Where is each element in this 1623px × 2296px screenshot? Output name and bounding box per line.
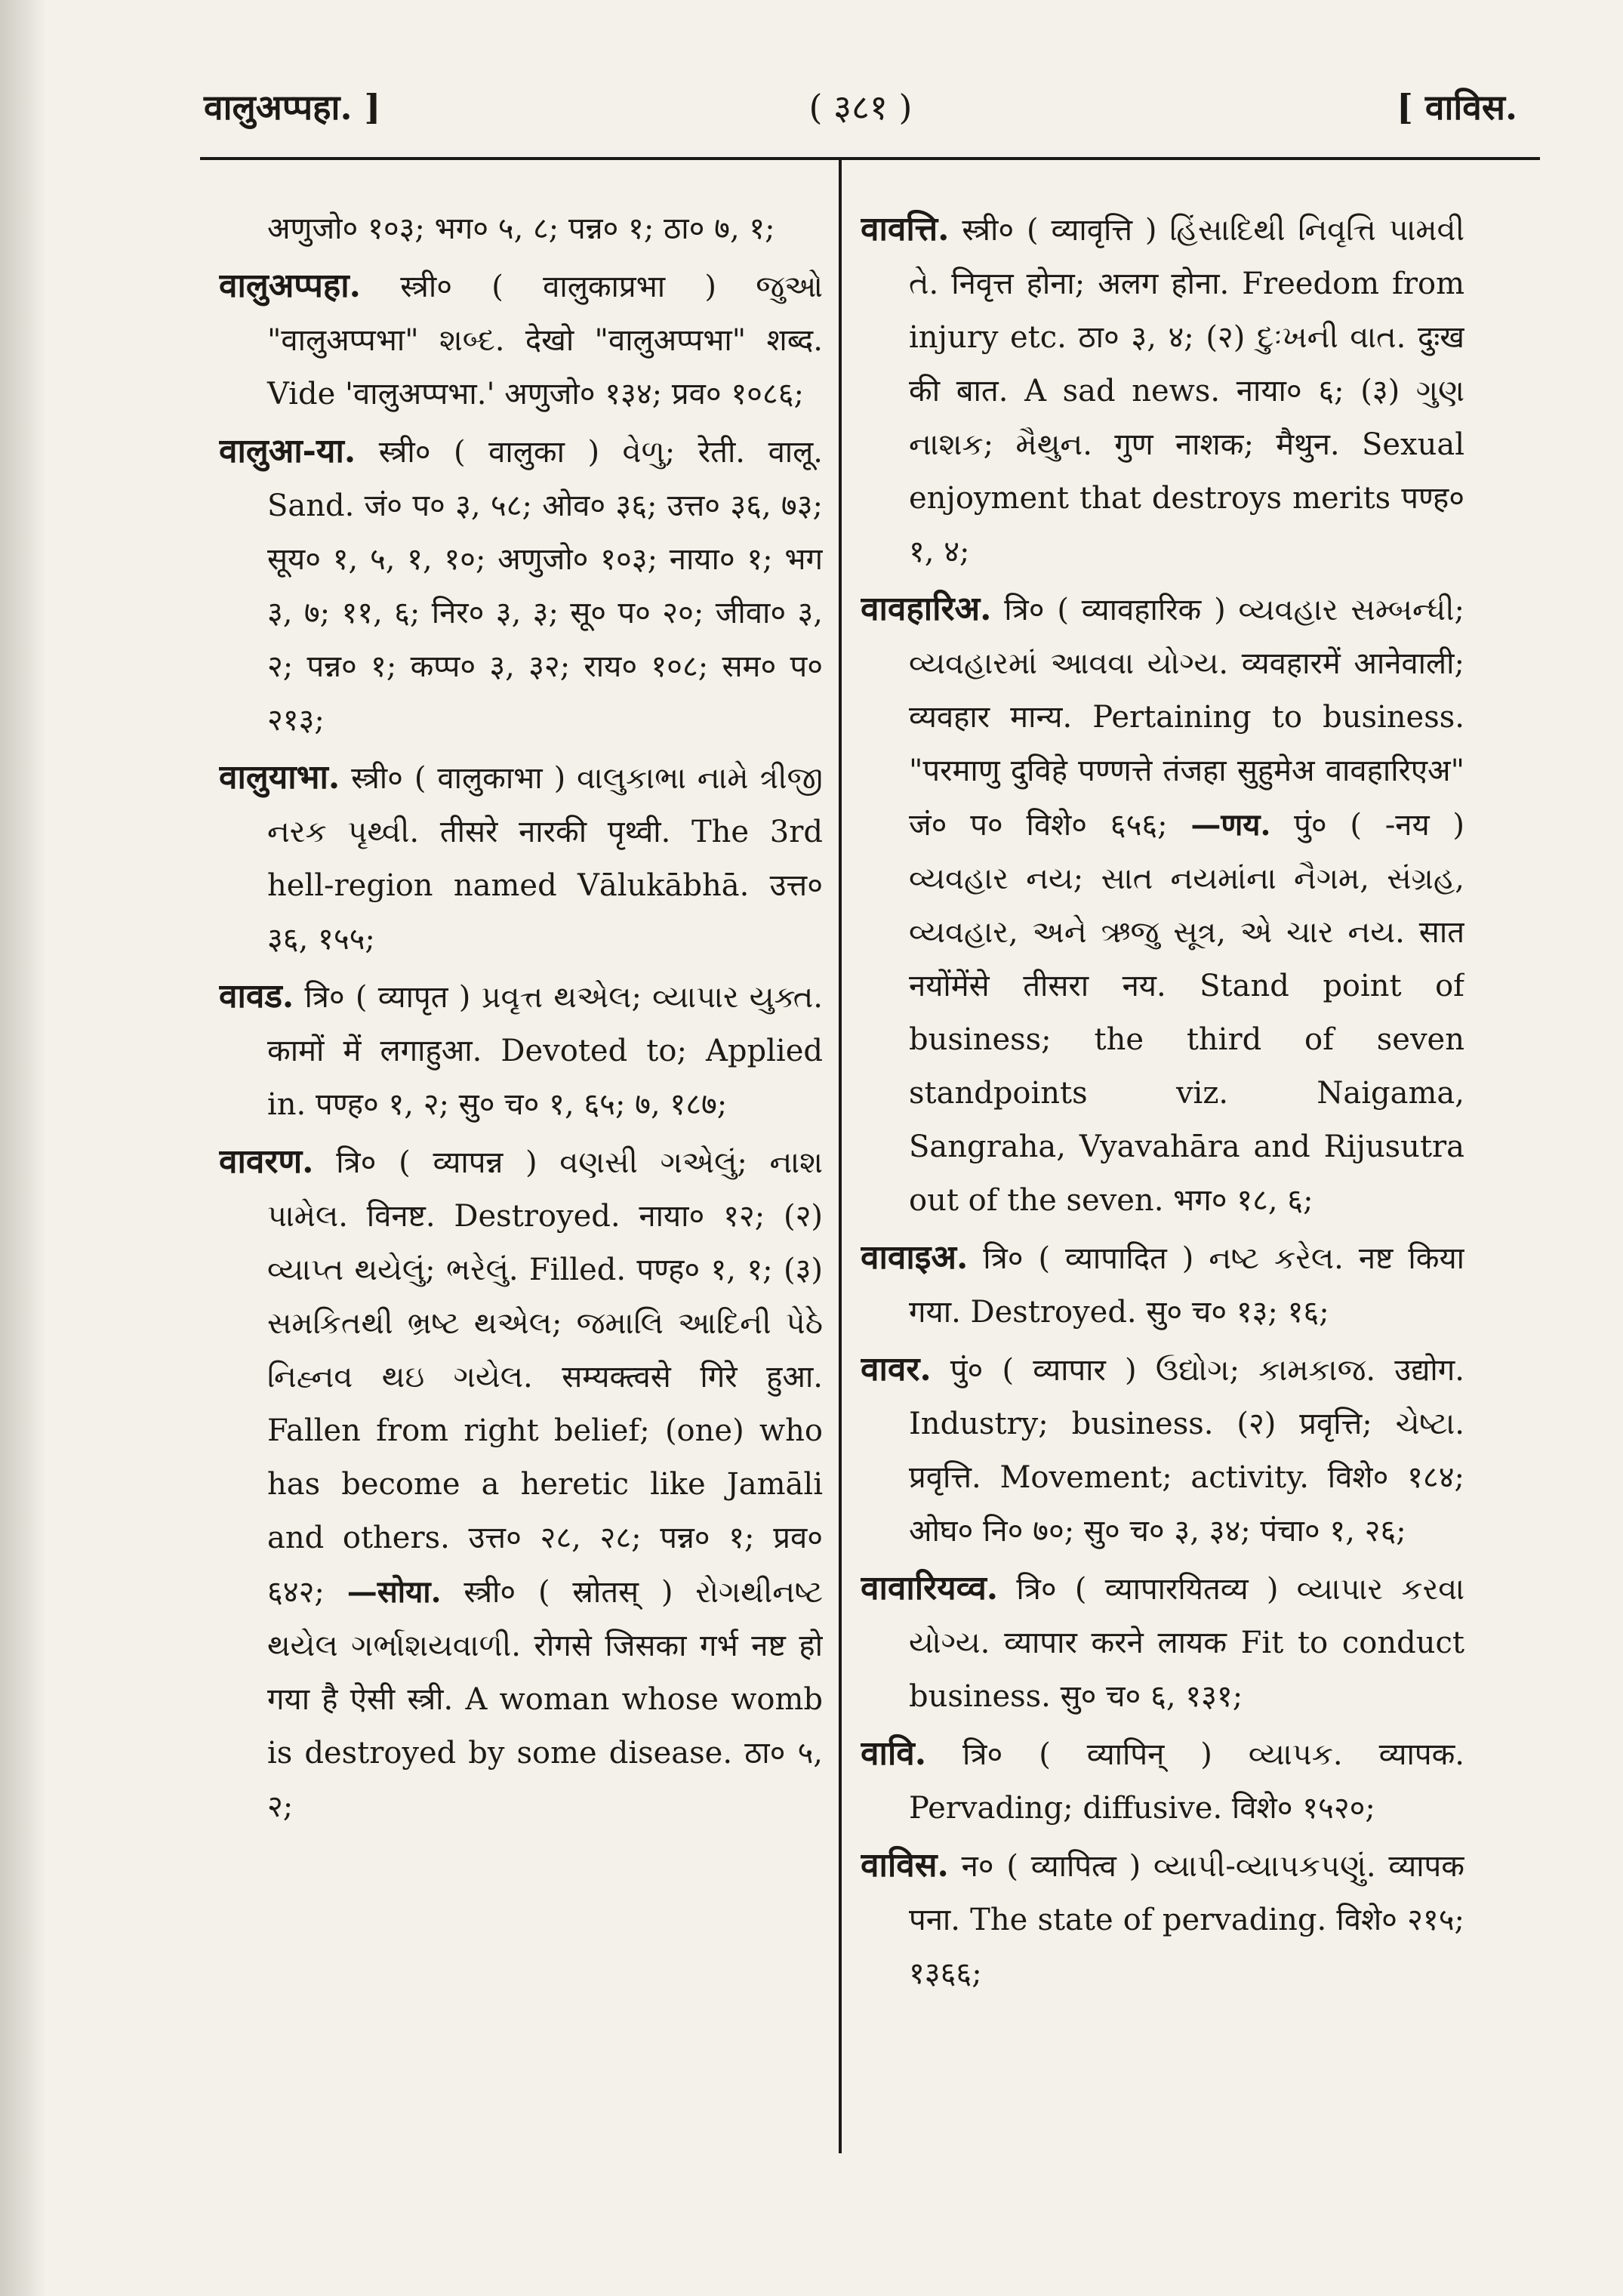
- dictionary-entry: [861, 1561, 1464, 1724]
- dictionary-entry: [219, 424, 823, 747]
- entry-body: अणुजो० १०३; भग० ५, ८; पन्न० १; ठा० ७, १;: [267, 211, 775, 246]
- entry-body: स्त्री० ( वालुकाप्रभा ) જુઓ "वालुअप्पभा" શબ્દ. देखो "वालुअप्पभा" शब्द. Vide 'वालुअप्पभा.' अणुजो० १३४; प्रव० १०८६;: [267, 270, 823, 411]
- dictionary-entry: [861, 582, 1464, 1228]
- entry-body: त्रि० ( व्यापृत ) પ્રવૃત્ત થએલ; વ્યાપાર યુક્ત. कामों में लगाहुआ. Devoted to; Applied in. पण्ह० १, २; सु० च० १, ६५; ७, १८७;: [267, 980, 823, 1122]
- entry-headword: वाविस.: [861, 1846, 949, 1885]
- scan-margin-shadow: [0, 0, 47, 2296]
- entry-headword: वावाइअ.: [861, 1238, 969, 1277]
- dictionary-entry: [861, 202, 1464, 579]
- entry-body: पुं० ( व्यापार ) ઉદ્યોગ; કામકાજ. उद्योग. Industry; business. (२) प्रवृत्ति; ચેષ્ટા. प्रवृत्ति. Movement; activity. विशे० १८४; ओघ० नि० ७०; सु० च० ३, ३४; पंचा० १, २६;: [909, 1353, 1464, 1549]
- entry-headword: वावत्ति.: [861, 210, 950, 248]
- entry-headword: वावड.: [219, 977, 294, 1015]
- dictionary-entry: [219, 969, 823, 1132]
- running-head-right: [ वाविस.: [1397, 87, 1517, 128]
- dictionary-entry: [219, 1135, 823, 1834]
- entry-body: त्रि० ( व्यापादित ) નષ્ટ કરેલ. नष्ट किया गया. Destroyed. सु० च० १३; १६;: [909, 1241, 1464, 1330]
- left-column: [219, 202, 823, 2180]
- entry-headword: वावहारिअ.: [861, 590, 992, 628]
- dictionary-entry: [861, 1231, 1464, 1339]
- dictionary-entry: [219, 202, 823, 256]
- entry-body: स्त्री० ( वालुका ) વેળુ; रेती. वालू. Sand. जं० प० ३, ५८; ओव० ३६; उत्त० ३६, ७३; सूय० १, ५, १, १०; अणुजो० १०३; नाया० १; भग ३, ७; ११, ६; निर० ३, ३; सू० प० २०; जीवा० ३, २; पन्न० १; कप्प० ३, ३२; राय० १०८; सम० प० २१३;: [267, 435, 823, 738]
- entry-body: त्रि० ( व्यावहारिक ) વ્યવહાર સમ્બન્ધી; વ્યવહારમાં આવવા યોગ્ય. व्यवहारमें आनेवाली; व्यवहार मान्य. Pertaining to business. "परमाणु दुविहे पण्णत्ते तंजहा सुहुमेअ वावहारिएअ" जं० प० विशे० ६५६;: [909, 593, 1464, 843]
- entry-subbody: स्त्री० ( स्रोतस् ) રોગથીનષ્ટ થયેલ ગર્ભાશયવાળી. रोगसे जिसका गर्भ नष्ट हो गया है ऐसी स्त्री. A woman whose womb is destroyed by some disease. ठा० ५, २;: [267, 1575, 823, 1824]
- running-head-left: वालुअप्पहा. ]: [204, 87, 381, 128]
- dictionary-entry: [861, 1727, 1464, 1835]
- entry-body: स्त्री० ( व्यावृत्ति ) હિંસાદિથી નિવૃત્તિ પામવી તે. निवृत्त होना; अलग होना. Freedom from injury etc. ठा० ३, ४; (२) દુઃખની વાત. दुःख की बात. A sad news. नाया० ६; (३) ગુણ નાશક; મૈથુન. गुण नाशक; मैथुन. Sexual enjoyment that destroys merits पण्ह० १, ४;: [909, 213, 1464, 569]
- page-number: ( ३८१ ): [808, 87, 913, 128]
- column-divider: [839, 160, 842, 2153]
- dictionary-entry: [219, 259, 823, 421]
- entry-subheadword: —सोया.: [346, 1574, 442, 1610]
- dictionary-entry: [861, 1838, 1464, 2001]
- entry-subbody: पुं० ( -नय ) વ્યવહાર નય; સાત નયમાંના નૈગમ, સંગ્રહ, વ્યવહાર, અને ઋજુ સૂત્ર, એ ચાર નય. सात नयोंमेंसे तीसरा नय. Stand point of business; the third of seven standpoints viz. Naigama, Sangraha, Vyavahāra and Rijusutra out of the seven. भग० १८, ६;: [909, 808, 1464, 1218]
- entry-subheadword: —णय.: [1190, 807, 1271, 843]
- entry-headword: वावि.: [861, 1734, 927, 1773]
- entry-body: त्रि० ( व्यापिन् ) વ્યાપક. व्यापक. Pervading; diffusive. विशे० १५२०;: [909, 1737, 1464, 1826]
- entry-headword: वावर.: [861, 1350, 932, 1388]
- entry-body: त्रि० ( व्यापन्न ) વણસી ગએલું; નાશ પામેલ. विनष्ट. Destroyed. नाया० १२; (२) વ્યાપ્ત થયેલું; ભરેલું. Filled. पण्ह० १, १; (३) સમકિતથી ભ્રષ્ટ થએલ; જમાલિ આદિની પેઠે નિહ્નવ થઇ ગયેલ. सम्यक्त्वसे गिरे हुआ. Fallen from right belief; (one) who has become a heretic like Jamāli and others. उत्त० २८, २८; पन्न० १; प्रव० ६४२;: [267, 1145, 823, 1610]
- dictionary-entry: [219, 750, 823, 966]
- entry-headword: वालुयाभा.: [219, 758, 340, 797]
- dictionary-entry: [861, 1342, 1464, 1558]
- entry-body: न० ( व्यापित्व ) વ્યાપી-વ્યાપકપણું. व्यापक पना. The state of pervading. विशे० २१५; १३६६;: [909, 1849, 1464, 1991]
- entry-headword: वालुअप्पहा.: [219, 267, 361, 305]
- header-rule: [200, 157, 1540, 160]
- entry-headword: वावारियव्व.: [861, 1569, 999, 1607]
- entry-headword: वावरण.: [219, 1142, 314, 1181]
- entry-headword: वालुआ-या.: [219, 432, 356, 470]
- entry-body: स्त्री० ( वालुकाभा ) વાલુકાભા નામે ત્રીજી નરક પૃથ્વી. तीसरे नारकी पृथ्वी. The 3rd hell-region named Vālukābhā. उत्त० ३६, १५५;: [267, 761, 823, 957]
- right-column: [861, 202, 1464, 2180]
- entry-body: त्रि० ( व्यापारयितव्य ) વ્યાપાર કરવા યોગ્ય. व्यापार करने लायक Fit to conduct business. सु० च० ६, १३१;: [909, 1572, 1464, 1714]
- page-header: [204, 76, 1517, 136]
